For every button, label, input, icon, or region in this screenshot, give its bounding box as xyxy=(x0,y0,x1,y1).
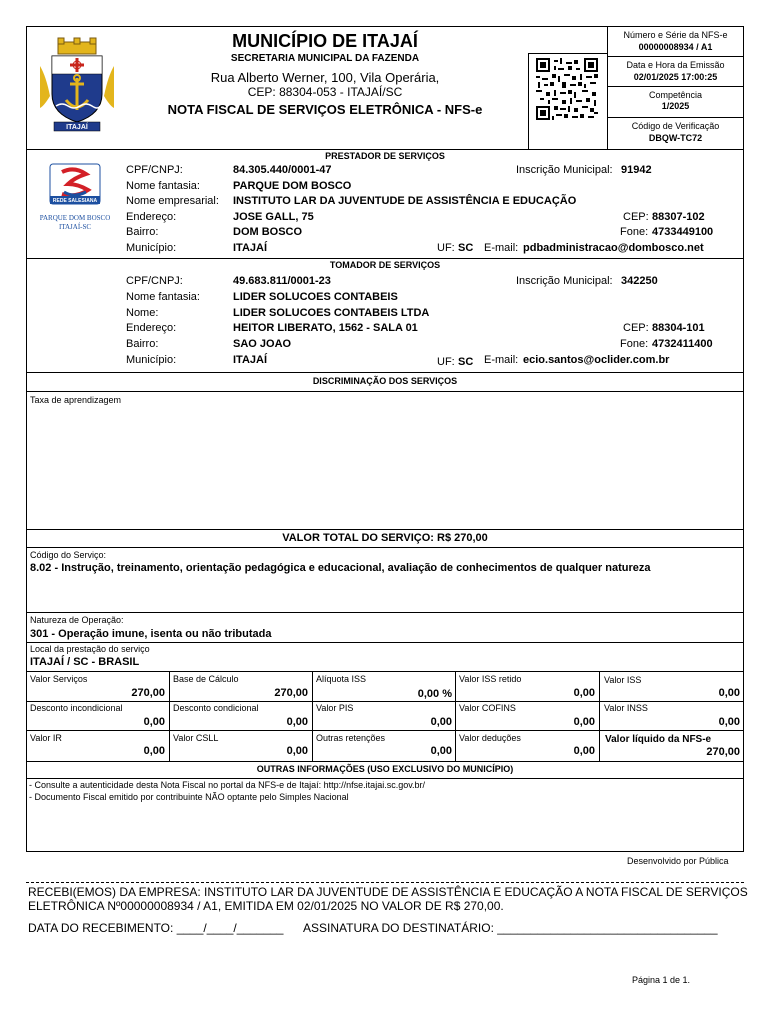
prestador-empresarial-value: INSTITUTO LAR DA JUVENTUDE DE ASSISTÊNCIA E EDUCAÇÃO xyxy=(233,195,577,207)
discriminacao-section-title: DISCRIMINAÇÃO DOS SERVIÇOS xyxy=(312,376,458,386)
municipio-title: MUNICÍPIO DE ITAJAÍ xyxy=(232,31,418,51)
valor-liquido-value: 270,00 xyxy=(706,746,740,758)
base-calculo-value: 270,00 xyxy=(274,687,308,699)
prestador-cpf-value: 84.305.440/0001-47 xyxy=(233,164,332,176)
competencia-label: Competência xyxy=(648,90,703,100)
valor-csll-label: Valor CSLL xyxy=(173,733,219,743)
outras-retencoes-label: Outras retenções xyxy=(316,733,386,743)
natureza-line xyxy=(30,629,271,640)
valores-bottom-border xyxy=(26,761,744,762)
prestador-municipio-label: Município: xyxy=(126,242,177,254)
valor-iss-label: Valor ISS xyxy=(604,675,642,685)
tomador-bairro-label: Bairro: xyxy=(126,338,159,350)
tomador-cpf-label: CPF/CNPJ: xyxy=(126,275,183,287)
valores-col-2 xyxy=(312,671,313,761)
tomador-cep-value: 88304-101 xyxy=(652,322,705,334)
prestador-fone-value: 4733449100 xyxy=(652,226,714,238)
valores-row2-border xyxy=(26,701,744,702)
info-divider-2 xyxy=(607,86,744,87)
prestador-empresarial-label: Nome empresarial: xyxy=(126,195,219,207)
tomador-section-title: TOMADOR DE SERVIÇOS xyxy=(329,260,441,270)
prestador-fone-label: Fone: xyxy=(620,226,649,238)
valor-deducoes-label: Valor deduções xyxy=(459,733,521,743)
nfse-title: NOTA FISCAL DE SERVIÇOS ELETRÔNICA - NFS-e xyxy=(167,102,483,117)
aliquota-iss-value: 0,00 % xyxy=(417,688,452,700)
desenvolvido-por: Desenvolvido por Pública xyxy=(627,856,729,866)
valor-iss-retido-label: Valor ISS retido xyxy=(459,674,522,684)
recibo-line-2: ELETRÔNICA Nº00000008934 / A1, EMITIDA EM 02/01/2025 NO VALOR DE R$ 270,00. xyxy=(28,899,504,913)
valores-col-4 xyxy=(599,671,600,761)
desconto-condicional-label: Desconto condicional xyxy=(173,703,259,713)
natureza-top-border xyxy=(26,612,744,613)
valor-inss-value: 0,00 xyxy=(718,716,740,728)
valor-deducoes-value: 0,00 xyxy=(573,745,595,757)
valor-total-servico: VALOR TOTAL DO SERVIÇO: R$ 270,00 xyxy=(282,532,488,544)
tomador-im-label: Inscrição Municipal: xyxy=(516,275,613,287)
outras-info-section-title: OUTRAS INFORMAÇÕES (USO EXCLUSIVO DO MUNICÍPIO) xyxy=(256,764,514,774)
valores-col-1 xyxy=(169,671,170,761)
brasao-ribbon-text: ITAJAÍ xyxy=(66,124,88,131)
base-calculo-label: Base de Cálculo xyxy=(173,674,239,684)
local-label: Local da prestação do serviço xyxy=(30,644,150,654)
brasao-icon xyxy=(36,36,118,132)
qr-code xyxy=(536,58,598,120)
tomador-cep-label: CEP: xyxy=(623,322,649,334)
prestador-endereco-label: Endereço: xyxy=(126,211,177,223)
valor-cofins-value: 0,00 xyxy=(573,716,595,728)
valor-liquido-label: Valor líquido da NFS-e xyxy=(605,734,712,745)
prestador-fantasia-label: Nome fantasia: xyxy=(126,180,200,192)
valor-csll-value: 0,00 xyxy=(286,745,308,757)
valores-col-3 xyxy=(455,671,456,761)
natureza-code: 301 xyxy=(30,628,49,640)
prestador-bairro-label: Bairro: xyxy=(126,226,159,238)
prefeitura-address: Rua Alberto Werner, 100, Vila Operária, xyxy=(210,70,440,85)
prestador-bairro-value: DOM BOSCO xyxy=(233,226,303,238)
prestador-section-title: PRESTADOR DE SERVIÇOS xyxy=(325,151,445,161)
desconto-incondicional-label: Desconto incondicional xyxy=(30,703,123,713)
tomador-municipio-label: Município: xyxy=(126,354,177,366)
numero-serie-label: Número e Série da NFS-e xyxy=(623,30,728,40)
discriminacao-top-border xyxy=(26,372,744,373)
outras-retencoes-value: 0,00 xyxy=(430,745,452,757)
outras-info-title-border xyxy=(26,778,744,779)
valor-servicos-value: 270,00 xyxy=(131,687,165,699)
valores-top-border xyxy=(26,671,744,672)
data-recebimento: DATA DO RECEBIMENTO: ____/____/_______ xyxy=(28,921,284,935)
rede-salesiana-logo-icon xyxy=(34,162,116,236)
tomador-im-value: 342250 xyxy=(621,275,658,287)
tomador-bairro-value: SAO JOAO xyxy=(233,338,292,350)
assinatura-destinatario: ASSINATURA DO DESTINATÁRIO: _________________________________ xyxy=(303,921,718,935)
prestador-logo xyxy=(34,162,116,236)
competencia-value: 1/2025 xyxy=(661,101,690,111)
valor-ir-label: Valor IR xyxy=(30,733,62,743)
valor-total-bottom-border xyxy=(26,547,744,548)
valor-pis-label: Valor PIS xyxy=(316,703,354,713)
desconto-condicional-value: 0,00 xyxy=(286,716,308,728)
logo-itajai-text: ITAJAÍ-SC xyxy=(58,223,92,231)
desconto-incondicional-value: 0,00 xyxy=(143,716,165,728)
prestador-endereco-value: JOSE GALL, 75 xyxy=(233,211,314,223)
tomador-email-value: ecio.santos@oclider.com.br xyxy=(523,354,670,366)
valor-inss-label: Valor INSS xyxy=(604,703,648,713)
valor-pis-value: 0,00 xyxy=(430,716,452,728)
prestador-cep-label: CEP: xyxy=(623,211,649,223)
data-emissao-value: 02/01/2025 17:00:25 xyxy=(633,72,718,82)
prestador-cpf-label: CPF/CNPJ: xyxy=(126,164,183,176)
valor-cofins-label: Valor COFINS xyxy=(459,703,516,713)
local-top-border xyxy=(26,642,744,643)
natureza-label: Natureza de Operação: xyxy=(30,615,124,625)
outras-info-line-2: - Documento Fiscal emitido por contribuinte NÃO optante pelo Simples Nacional xyxy=(29,792,349,802)
prestador-im-value: 91942 xyxy=(621,164,652,176)
prestador-email-label: E-mail: xyxy=(484,242,519,254)
prestador-cep-value: 88307-102 xyxy=(652,211,705,223)
tomador-cpf-value: 49.683.811/0001-23 xyxy=(233,275,331,287)
natureza-description: - Operação imune, isenta ou não tributada xyxy=(48,628,272,640)
valor-iss-value: 0,00 xyxy=(718,687,740,699)
valor-total-top-border xyxy=(26,529,744,530)
info-divider-1 xyxy=(607,56,744,57)
secretaria-title: SECRETARIA MUNICIPAL DA FAZENDA xyxy=(230,53,420,64)
local-value: ITAJAÍ / SC - BRASIL xyxy=(30,656,140,668)
prestador-fantasia-value: PARQUE DOM BOSCO xyxy=(233,180,352,192)
prestador-uf-value: SC xyxy=(458,242,474,254)
tomador-top-border xyxy=(26,258,744,259)
tomador-fone-value: 4732411400 xyxy=(652,338,713,350)
tomador-email-label: E-mail: xyxy=(484,354,519,366)
tomador-fantasia-label: Nome fantasia: xyxy=(126,291,200,303)
tomador-nome-value: LIDER SOLUCOES CONTABEIS LTDA xyxy=(233,307,430,319)
valores-row3-border xyxy=(26,730,744,731)
prestador-municipio-value: ITAJAÍ xyxy=(233,242,268,254)
logo-parque-text: PARQUE DOM BOSCO xyxy=(39,214,111,222)
tomador-municipio-value: ITAJAÍ xyxy=(233,354,268,366)
codigo-verificacao-value: DBQW-TC72 xyxy=(648,133,703,143)
qr-left-border xyxy=(528,53,529,149)
prefeitura-cep: CEP: 88304-053 - ITAJAÍ/SC xyxy=(247,85,403,99)
tomador-uf-value: SC xyxy=(458,356,474,368)
valor-iss-retido-value: 0,00 xyxy=(573,687,595,699)
discriminacao-text: Taxa de aprendizagem xyxy=(30,395,122,405)
recibo-line-1: RECEBI(EMOS) DA EMPRESA: INSTITUTO LAR DA JUVENTUDE DE ASSISTÊNCIA E EDUCAÇÃO A NOTA FISCAL DE SERVIÇOS xyxy=(28,885,748,899)
tomador-fantasia-value: LIDER SOLUCOES CONTABEIS xyxy=(233,291,398,303)
qr-top-border xyxy=(528,53,608,54)
codigo-servico-line xyxy=(30,563,650,574)
brasao-logo xyxy=(36,36,118,132)
data-emissao-label: Data e Hora da Emissão xyxy=(626,60,725,70)
discriminacao-title-border xyxy=(26,391,744,392)
tomador-uf-label: UF: xyxy=(437,356,455,368)
codigo-servico-description: - Instrução, treinamento, orientação pedagógica e educacional, avaliação de conhecimentos de qualquer natureza xyxy=(51,562,651,574)
codigo-servico-label: Código do Serviço: xyxy=(30,550,107,560)
qr-code-icon xyxy=(536,58,598,120)
valor-ir-value: 0,00 xyxy=(143,745,165,757)
numero-serie-value: 00000008934 / A1 xyxy=(638,42,713,52)
valor-servicos-label: Valor Serviços xyxy=(30,674,88,684)
outras-info-line-1: - Consulte a autenticidade desta Nota Fiscal no portal da NFS-e de Itajaí: http://nfse.itajai.sc.gov.br/ xyxy=(29,780,426,790)
info-divider-3 xyxy=(607,117,744,118)
codigo-verificacao-label: Código de Verificação xyxy=(631,121,720,131)
logo-rede-salesiana-text: REDE SALESIANA xyxy=(52,198,98,204)
tomador-fone-label: Fone: xyxy=(620,338,649,350)
tomador-nome-label: Nome: xyxy=(126,307,159,319)
recibo-cut-line xyxy=(26,882,744,883)
tomador-endereco-value: HEITOR LIBERATO, 1562 - SALA 01 xyxy=(233,322,418,334)
prestador-top-border xyxy=(26,149,744,150)
prestador-uf-label: UF: xyxy=(437,242,455,254)
aliquota-iss-label: Alíquota ISS xyxy=(316,674,367,684)
prestador-im-label: Inscrição Municipal: xyxy=(516,164,613,176)
codigo-servico-code: 8.02 xyxy=(30,562,52,574)
prestador-email-value: pdbadministracao@dombosco.net xyxy=(523,242,704,254)
pagina-numero: Página 1 de 1. xyxy=(632,975,691,985)
tomador-endereco-label: Endereço: xyxy=(126,322,177,334)
